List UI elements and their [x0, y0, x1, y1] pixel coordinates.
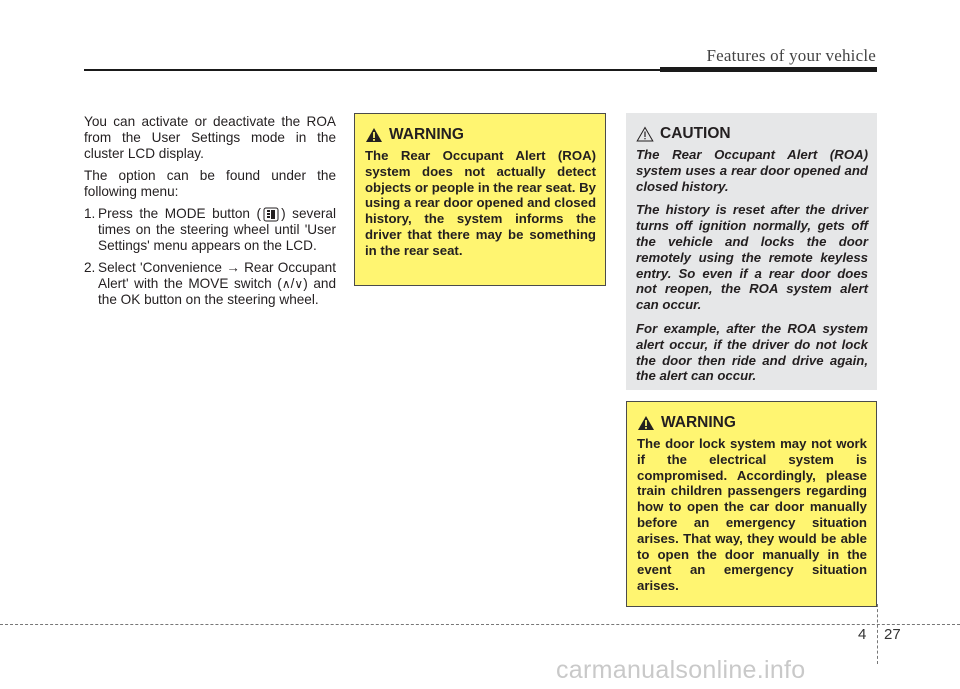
arrow-right-icon: →	[226, 260, 240, 275]
chapter-number: 4	[858, 626, 867, 643]
warning-body: The Rear Occupant Alert (ROA) system does not actually detect objects or people in the rear seat. By using a rear door opened and closed history, the system informs the driver that there may be something in the rear seat.	[365, 148, 596, 258]
step-number: 2.	[84, 260, 96, 275]
caution-box-roa	[626, 113, 877, 390]
warning-title: WARNING	[661, 414, 736, 431]
mode-button-icon	[263, 207, 279, 222]
page-number: 27	[884, 626, 901, 643]
warning-box-door-lock	[626, 401, 877, 607]
warning-body: The door lock system may not work if the electrical system is compromised. Accordingly, please train children passengers regarding how to open the car door manually before an emergency situation arises. That way, they would be able to open the door manually in the event an emergency situation arises.	[637, 436, 867, 594]
warning-triangle-icon	[637, 415, 655, 431]
step-text: Press the MODE button (	[98, 206, 262, 221]
warning-title: WARNING	[389, 126, 464, 143]
footer-rule	[0, 624, 960, 625]
warning-triangle-icon	[365, 127, 383, 143]
menu-paragraph: The option can be found under the following menu:	[84, 168, 336, 199]
watermark: carmanualsonline.info	[556, 656, 806, 684]
step-text: ) and the OK button on the steering wheel.	[98, 276, 337, 307]
slash: /	[290, 276, 295, 291]
caution-triangle-icon	[636, 126, 654, 142]
step-text: Select 'Convenience	[98, 260, 222, 275]
header-rule-accent	[660, 67, 877, 72]
intro-paragraph: You can activate or deactivate the ROA from the User Settings mode in the cluster LCD display.	[84, 114, 336, 161]
step-1	[84, 206, 336, 254]
footer-divider	[877, 604, 878, 664]
left-column	[84, 114, 336, 314]
caution-paragraph: For example, after the ROA system alert occur, if the driver do not lock the door then ride and drive again, the alert can occur.	[636, 320, 868, 384]
step-text: ) several times on the steering wheel until 'User Settings' menu appears on the LCD.	[98, 206, 337, 253]
page-header-title: Features of your vehicle	[706, 46, 876, 65]
caution-title: CAUTION	[660, 125, 731, 142]
caution-paragraph: The Rear Occupant Alert (ROA) system uses a rear door opened and closed history.	[636, 147, 868, 194]
chevron-down-icon: ∨	[294, 277, 304, 291]
step-text: Rear Occupant Alert' with the MOVE switch (	[98, 260, 336, 291]
chevron-up-icon: ∧	[281, 277, 291, 291]
warning-box-roa	[354, 113, 606, 286]
caution-paragraph: The history is reset after the driver turns off ignition normally, gets off the vehicle and locks the door remotely using the remote keyless entry. So even if a rear door does not reopen, the ROA system alert can occur.	[636, 202, 868, 313]
step-number: 1.	[84, 206, 96, 221]
step-2	[84, 260, 336, 308]
